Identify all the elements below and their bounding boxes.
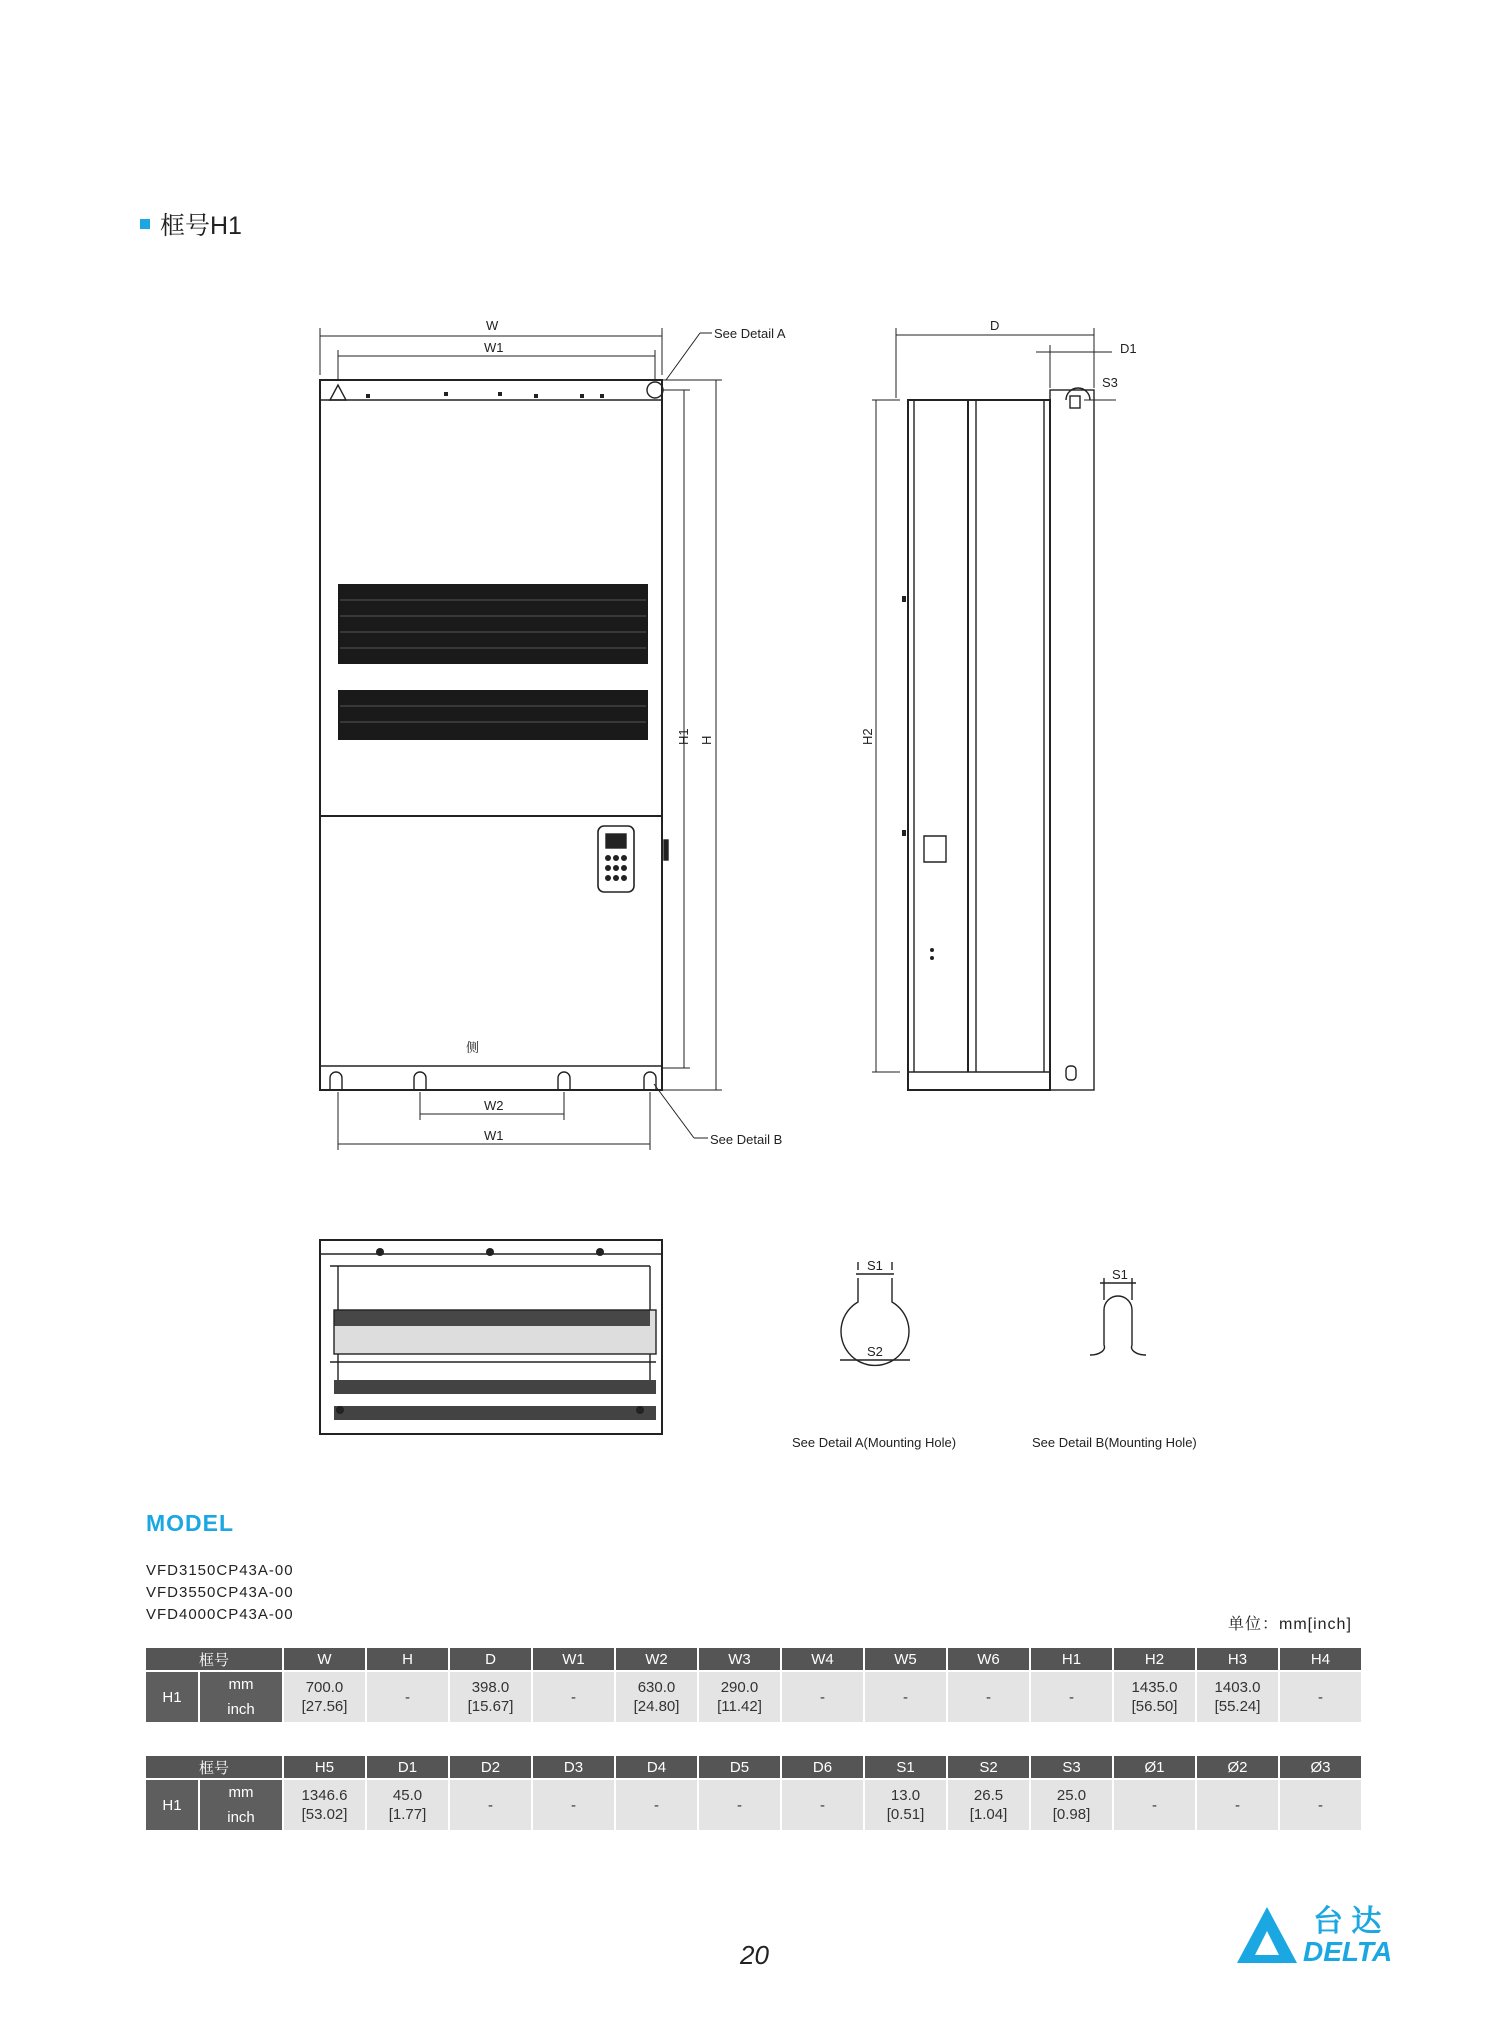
table-value-cell bbox=[948, 1672, 1029, 1722]
table-header-cell: Ø1 bbox=[1114, 1756, 1195, 1778]
table-value-cell bbox=[533, 1780, 614, 1830]
logo-en: DELTA bbox=[1303, 1936, 1393, 1967]
table-header-cell: W1 bbox=[533, 1648, 614, 1670]
table-value-cell bbox=[782, 1672, 863, 1722]
label-w2: W2 bbox=[484, 1098, 504, 1113]
page-number: 20 bbox=[740, 1940, 769, 1970]
table-header-cell: 框号 bbox=[146, 1648, 282, 1670]
value-mm: - bbox=[1318, 1796, 1323, 1814]
value-mm: 1403.0 bbox=[1214, 1679, 1261, 1696]
label-h1: H1 bbox=[676, 728, 691, 745]
label-w: W bbox=[486, 318, 499, 333]
value-mm: - bbox=[1318, 1688, 1323, 1706]
table-header-cell: D6 bbox=[782, 1756, 863, 1778]
value-mm: 398.0 bbox=[471, 1679, 510, 1696]
delta-logo bbox=[1233, 1897, 1423, 1972]
value-mm: 13.0 bbox=[890, 1787, 921, 1804]
table-header-cell: H5 bbox=[284, 1756, 365, 1778]
model-item: VFD3150CP43A-00 bbox=[146, 1562, 294, 1579]
value-mm: 290.0 bbox=[720, 1679, 759, 1696]
table-value-cell bbox=[450, 1780, 531, 1830]
table-header-cell: W3 bbox=[699, 1648, 780, 1670]
table-header-cell: D1 bbox=[367, 1756, 448, 1778]
side-mark: 侧 bbox=[466, 1040, 480, 1055]
dimension-table-2 bbox=[144, 1756, 1363, 1830]
label-h2: H2 bbox=[860, 728, 875, 745]
table-value-cell bbox=[1114, 1780, 1195, 1830]
table-value-cell bbox=[948, 1780, 1029, 1830]
value-mm: 26.5 bbox=[973, 1787, 1004, 1804]
table-header-cell: D2 bbox=[450, 1756, 531, 1778]
logo-cn: 台 达 bbox=[1313, 1905, 1382, 1938]
table-value-cell bbox=[1197, 1672, 1278, 1722]
table-header-cell: W bbox=[284, 1648, 365, 1670]
value-mm: - bbox=[654, 1796, 659, 1814]
table-value-cell bbox=[699, 1672, 780, 1722]
table-header-cell: H1 bbox=[1031, 1648, 1112, 1670]
value-mm: 45.0 bbox=[392, 1787, 423, 1804]
label-s2: S2 bbox=[867, 1344, 883, 1359]
label-s3: S3 bbox=[1102, 375, 1118, 390]
value-inch: [0.98] bbox=[1052, 1806, 1091, 1823]
table-value-cell bbox=[865, 1672, 946, 1722]
unit-inch-cell: inch bbox=[200, 1805, 282, 1830]
table-value-cell bbox=[865, 1780, 946, 1830]
value-mm: 1435.0 bbox=[1131, 1679, 1178, 1696]
detail-b-caption: See Detail B(Mounting Hole) bbox=[1032, 1435, 1197, 1450]
value-mm: 630.0 bbox=[637, 1679, 676, 1696]
value-inch: [56.50] bbox=[1131, 1698, 1178, 1715]
section-title-text: 框号H1 bbox=[160, 212, 242, 240]
table-value-cell bbox=[1031, 1780, 1112, 1830]
label-s1-b: S1 bbox=[1112, 1267, 1128, 1282]
value-mm: - bbox=[488, 1796, 493, 1814]
table-header-cell: Ø3 bbox=[1280, 1756, 1361, 1778]
label-see-detail-a: See Detail A bbox=[714, 326, 786, 341]
table-value-cell bbox=[782, 1780, 863, 1830]
frame-cell: H1 bbox=[146, 1672, 198, 1722]
value-inch: [1.77] bbox=[388, 1806, 427, 1823]
value-inch: [24.80] bbox=[633, 1698, 680, 1715]
value-mm: - bbox=[1235, 1796, 1240, 1814]
value-mm: 700.0 bbox=[305, 1679, 344, 1696]
bottom-view bbox=[320, 1240, 662, 1434]
value-inch: [55.24] bbox=[1214, 1698, 1261, 1715]
table-value-cell bbox=[533, 1672, 614, 1722]
value-mm: - bbox=[1152, 1796, 1157, 1814]
value-inch: [0.51] bbox=[886, 1806, 925, 1823]
table-header-row bbox=[146, 1756, 1361, 1778]
side-view bbox=[902, 388, 1094, 1090]
label-w1-bottom: W1 bbox=[484, 1128, 504, 1143]
unit-mm-cell: mm bbox=[200, 1672, 282, 1697]
value-inch: [11.42] bbox=[717, 1698, 762, 1715]
value-inch: [15.67] bbox=[467, 1698, 514, 1715]
table-header-cell: W4 bbox=[782, 1648, 863, 1670]
table-header-cell: D5 bbox=[699, 1756, 780, 1778]
table-header-cell: S3 bbox=[1031, 1756, 1112, 1778]
value-mm: - bbox=[737, 1796, 742, 1814]
table-value-cell bbox=[367, 1672, 448, 1722]
table-header-row bbox=[146, 1648, 1361, 1670]
table-header-cell: S1 bbox=[865, 1756, 946, 1778]
value-mm: - bbox=[820, 1796, 825, 1814]
model-item: VFD3550CP43A-00 bbox=[146, 1584, 294, 1601]
value-mm: 25.0 bbox=[1056, 1787, 1087, 1804]
value-mm: - bbox=[1069, 1688, 1074, 1706]
value-mm: - bbox=[571, 1796, 576, 1814]
value-mm: - bbox=[405, 1688, 410, 1706]
value-inch: [53.02] bbox=[301, 1806, 348, 1823]
table-value-cell bbox=[616, 1780, 697, 1830]
table-value-cell bbox=[1197, 1780, 1278, 1830]
table-header-cell: W2 bbox=[616, 1648, 697, 1670]
label-d1: D1 bbox=[1120, 341, 1137, 356]
dimension-table-1 bbox=[144, 1648, 1363, 1722]
table-value-cell bbox=[367, 1780, 448, 1830]
value-mm: - bbox=[903, 1688, 908, 1706]
table-value-cell bbox=[284, 1780, 365, 1830]
table-header-cell: D4 bbox=[616, 1756, 697, 1778]
label-d: D bbox=[990, 318, 1000, 333]
value-mm: - bbox=[820, 1688, 825, 1706]
table-value-cell bbox=[450, 1672, 531, 1722]
value-mm: - bbox=[986, 1688, 991, 1706]
model-list bbox=[146, 1560, 294, 1626]
table-header-cell: W6 bbox=[948, 1648, 1029, 1670]
table-header-cell: D3 bbox=[533, 1756, 614, 1778]
label-see-detail-b: See Detail B bbox=[710, 1132, 783, 1147]
table-header-cell: D bbox=[450, 1648, 531, 1670]
table-value-cell bbox=[1280, 1672, 1361, 1722]
table-value-cell bbox=[699, 1780, 780, 1830]
label-s1-a: S1 bbox=[867, 1258, 883, 1273]
table-header-cell: H4 bbox=[1280, 1648, 1361, 1670]
table-header-cell: Ø2 bbox=[1197, 1756, 1278, 1778]
value-inch: [27.56] bbox=[301, 1698, 348, 1715]
unit-mm-cell: mm bbox=[200, 1780, 282, 1805]
unit-inch-cell: inch bbox=[200, 1697, 282, 1722]
label-w1-top: W1 bbox=[484, 340, 504, 355]
detail-b-mounting-hole bbox=[1090, 1278, 1146, 1355]
table-header-cell: W5 bbox=[865, 1648, 946, 1670]
value-inch: [1.04] bbox=[969, 1806, 1008, 1823]
table-value-cell bbox=[616, 1672, 697, 1722]
unit-label: 单位：mm[inch] bbox=[1228, 1616, 1352, 1633]
table-header-cell: H2 bbox=[1114, 1648, 1195, 1670]
table-value-cell bbox=[284, 1672, 365, 1722]
table-value-cell bbox=[1031, 1672, 1112, 1722]
model-item: VFD4000CP43A-00 bbox=[146, 1606, 294, 1623]
table-row bbox=[146, 1780, 1361, 1805]
table-header-cell: S2 bbox=[948, 1756, 1029, 1778]
value-mm: - bbox=[571, 1688, 576, 1706]
table-row bbox=[146, 1672, 1361, 1697]
label-h: H bbox=[699, 735, 714, 745]
detail-a-caption: See Detail A(Mounting Hole) bbox=[792, 1435, 957, 1450]
table-value-cell bbox=[1280, 1780, 1361, 1830]
value-mm: 1346.6 bbox=[301, 1787, 348, 1804]
table-value-cell bbox=[1114, 1672, 1195, 1722]
front-view bbox=[320, 380, 668, 1090]
table-header-cell: H bbox=[367, 1648, 448, 1670]
table-header-cell: H3 bbox=[1197, 1648, 1278, 1670]
frame-cell: H1 bbox=[146, 1780, 198, 1830]
table-header-cell: 框号 bbox=[146, 1756, 282, 1778]
model-title: MODEL bbox=[146, 1510, 235, 1536]
